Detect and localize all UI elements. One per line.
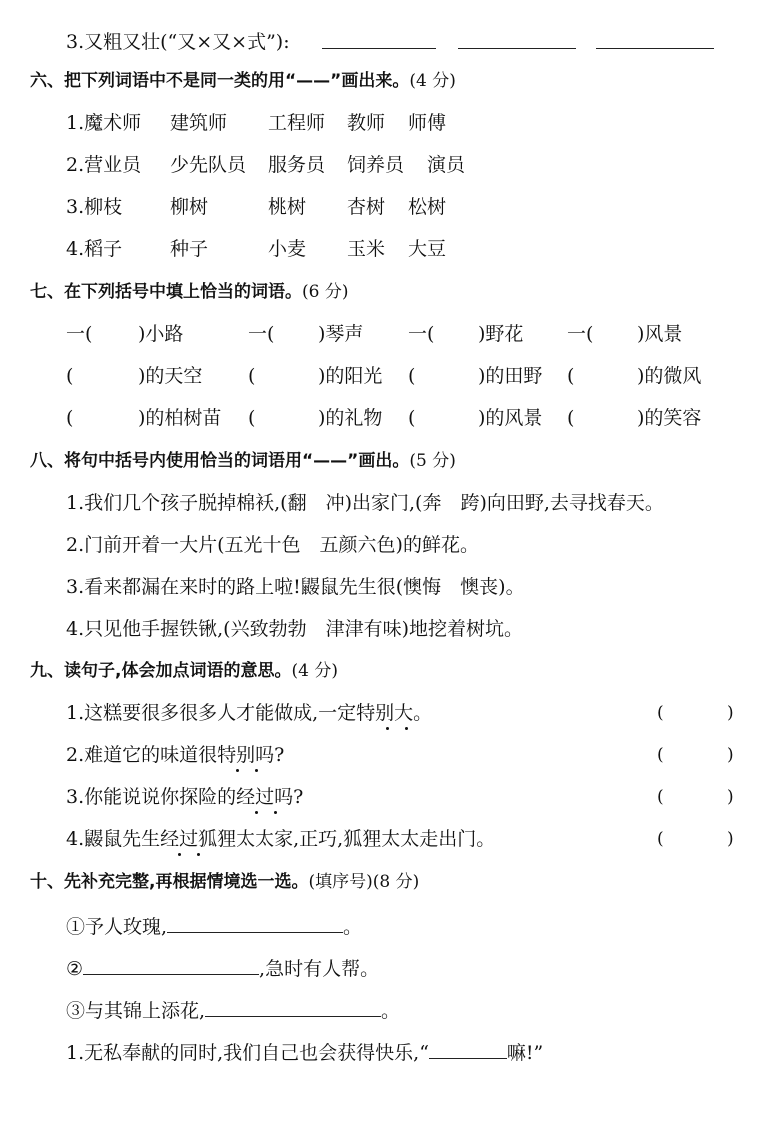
section9-item-4: 4.鼹鼠先生经过狐狸太太家,正巧,狐狸太太走出门。 [66, 828, 496, 850]
emphasis-dot [197, 853, 200, 856]
fill-open: ( [408, 407, 416, 429]
word: 杏树 [347, 196, 386, 218]
word: 松树 [408, 196, 447, 218]
fill-open: ( [248, 365, 256, 387]
fill-open: 一( [66, 323, 93, 345]
line3 [66, 30, 290, 54]
answer-open: ( [657, 787, 664, 807]
section8-item-3: 3.看来都漏在来时的路上啦!鼹鼠先生很(懊悔 懊丧)。 [66, 576, 525, 598]
fill-close: )的微风 [637, 365, 702, 387]
word: 演员 [427, 154, 466, 176]
fill-open: ( [567, 365, 575, 387]
section8-item-4: 4.只见他手握铁锹,(兴致勃勃 津津有味)地挖着树坑。 [66, 618, 523, 640]
phrase-text: ①予人玫瑰, [66, 916, 168, 938]
section7-title: 七、在下列括号中填上恰当的词语。 [30, 282, 302, 302]
emphasis-dot [236, 769, 239, 772]
phrase-text: ② [66, 958, 84, 980]
emphasis-dot [386, 727, 389, 730]
phrase-end: ,急时有人帮。 [259, 958, 380, 980]
section6-heading [30, 69, 456, 93]
word: 建筑师 [170, 112, 228, 134]
emphasis-dot [255, 811, 258, 814]
word: 服务员 [268, 154, 326, 176]
fill-close: )的礼物 [318, 407, 383, 429]
phrase-blank[interactable] [205, 998, 381, 1017]
section8-item-1: 1.我们几个孩子脱掉棉袄,(翻 冲)出家门,(奔 跨)向田野,去寻找春天。 [66, 492, 664, 514]
word: 4.稻子 [66, 238, 123, 260]
section8-title: 八、将句中括号内使用恰当的词语用“——”画出。 [30, 451, 410, 471]
fill-open: 一( [567, 323, 594, 345]
question-text: 1.无私奉献的同时,我们自己也会获得快乐,“ [66, 1042, 429, 1064]
emphasis-dot [274, 811, 277, 814]
answer-open: ( [657, 703, 664, 723]
section9-points: (4 分) [291, 661, 338, 681]
fill-open: ( [408, 365, 416, 387]
section7-points: (6 分) [302, 282, 349, 302]
fill-close: )小路 [138, 323, 184, 345]
word: 教师 [347, 112, 386, 134]
word: 1.魔术师 [66, 112, 142, 134]
emphasis-dot [178, 853, 181, 856]
line3-blank-3[interactable] [596, 30, 714, 49]
word: 少先队员 [170, 154, 247, 176]
emphasis-dot [405, 727, 408, 730]
line3-text: 3.又粗又壮(“又×又×式”): [66, 31, 290, 53]
line3-blank-1[interactable] [322, 30, 436, 49]
section9-item-3: 3.你能说说你探险的经过吗? [66, 786, 304, 808]
answer-close: ) [727, 787, 734, 807]
answer-open: ( [657, 829, 664, 849]
question-blank[interactable] [429, 1040, 507, 1059]
fill-close: )的阳光 [318, 365, 383, 387]
fill-close: )的风景 [478, 407, 543, 429]
question-end: 嘛!” [506, 1042, 544, 1064]
fill-open: ( [66, 365, 74, 387]
answer-close: ) [727, 703, 734, 723]
fill-close: )的笑容 [637, 407, 702, 429]
section6-points: (4 分) [409, 71, 456, 91]
word: 师傅 [408, 112, 447, 134]
fill-open: 一( [408, 323, 435, 345]
fill-close: )的柏树苗 [138, 407, 222, 429]
word: 3.柳枝 [66, 196, 123, 218]
phrase-end: 。 [381, 1000, 401, 1022]
section9-item-1: 1.这糕要很多很多人才能做成,一定特别大。 [66, 702, 433, 724]
section9-item-2: 2.难道它的味道很特别吗? [66, 744, 285, 766]
line3-blank-2[interactable] [458, 30, 576, 49]
word: 工程师 [268, 112, 326, 134]
word: 玉米 [347, 238, 386, 260]
fill-open: 一( [248, 323, 275, 345]
phrase-text: ③与其锦上添花, [66, 1000, 206, 1022]
fill-close: )的天空 [138, 365, 203, 387]
word: 小麦 [268, 238, 307, 260]
section8-item-2: 2.门前开着一大片(五光十色 五颜六色)的鲜花。 [66, 534, 479, 556]
section9-heading [30, 659, 338, 683]
fill-open: ( [248, 407, 256, 429]
fill-close: )琴声 [318, 323, 364, 345]
word: 饲养员 [347, 154, 405, 176]
answer-open: ( [657, 745, 664, 765]
answer-close: ) [727, 829, 734, 849]
word: 桃树 [268, 196, 307, 218]
fill-open: ( [567, 407, 575, 429]
word: 大豆 [408, 238, 447, 260]
fill-open: ( [66, 407, 74, 429]
word: 种子 [170, 238, 209, 260]
section7-heading [30, 280, 348, 304]
emphasis-dot [255, 769, 258, 772]
answer-close: ) [727, 745, 734, 765]
fill-close: )风景 [637, 323, 683, 345]
fill-close: )野花 [478, 323, 524, 345]
section10-heading [30, 870, 419, 894]
section10-phrase-1 [66, 914, 362, 939]
section8-heading [30, 449, 456, 473]
phrase-blank[interactable] [83, 956, 259, 975]
section8-points: (5 分) [409, 451, 456, 471]
phrase-end: 。 [343, 916, 363, 938]
section10-points: (填序号)(8 分) [308, 872, 420, 892]
section10-question-1 [66, 1040, 543, 1065]
word: 2.营业员 [66, 154, 142, 176]
phrase-blank[interactable] [167, 914, 343, 933]
section10-phrase-3 [66, 998, 400, 1023]
section10-phrase-2 [66, 956, 379, 981]
word: 柳树 [170, 196, 209, 218]
section6-title: 六、把下列词语中不是同一类的用“——”画出来。 [30, 71, 410, 91]
fill-close: )的田野 [478, 365, 543, 387]
section10-title: 十、先补充完整,再根据情境选一选。 [30, 872, 309, 892]
section9-title: 九、读句子,体会加点词语的意思。 [30, 661, 292, 681]
